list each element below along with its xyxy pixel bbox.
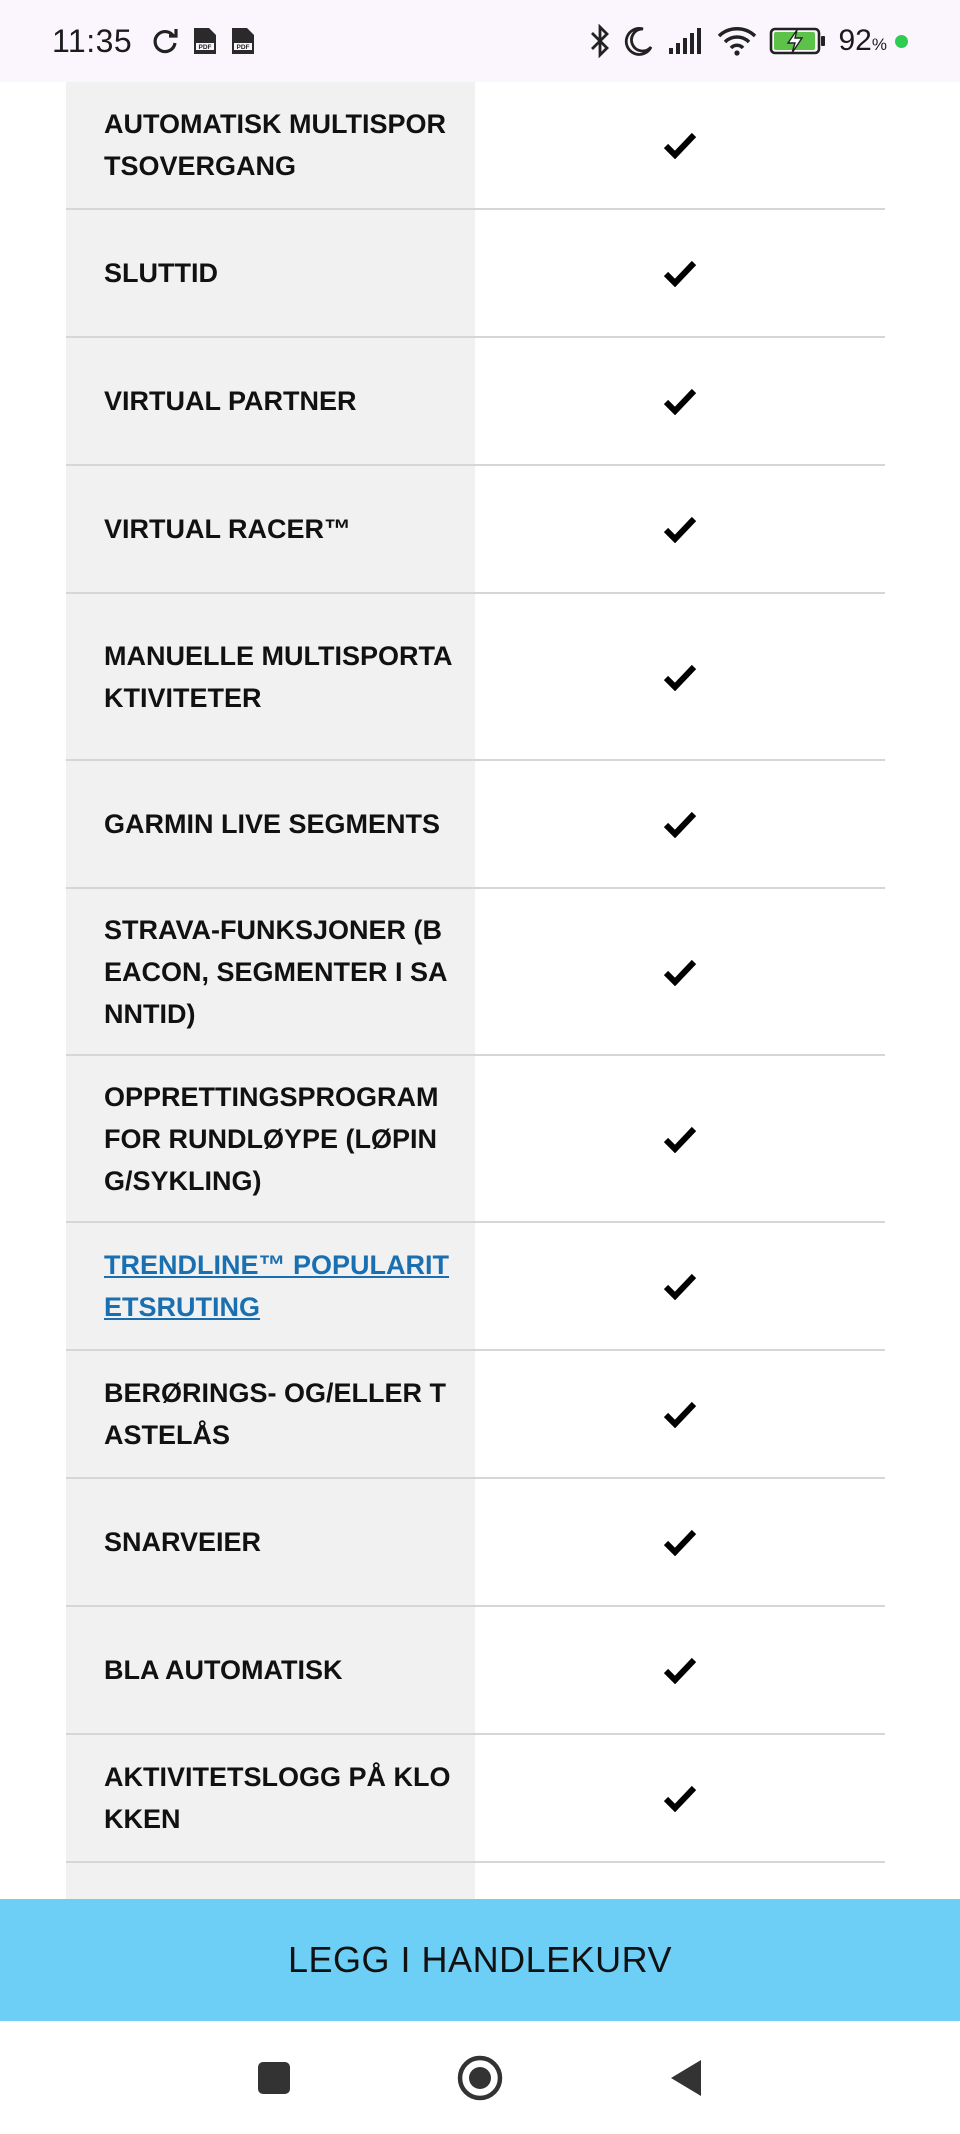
circle-icon [456,2054,504,2102]
table-row [66,889,885,1056]
trendline-link[interactable]: TRENDLINE™ POPULARITETSRUTING [104,1250,450,1322]
checkmark-icon [663,515,697,543]
bluetooth-icon [589,24,611,58]
checkmark-icon [663,1528,697,1556]
checkmark-icon [663,1784,697,1812]
table-row [66,1607,885,1735]
table-row [66,82,885,210]
feature-label: VIRTUAL PARTNER [66,338,475,464]
table-row [66,338,885,466]
check-cell [475,1735,885,1861]
svg-text:PDF: PDF [198,44,212,51]
checkmark-icon [663,1656,697,1684]
moon-icon [623,25,655,57]
feature-label: SNARVEIER [66,1479,475,1605]
navigation-bar [0,2021,960,2134]
add-to-cart-button[interactable]: LEGG I HANDLEKURV [0,1899,960,2021]
checkmark-icon [663,259,697,287]
table-row [66,1351,885,1479]
pdf-icon [230,26,256,56]
checkmark-icon [663,810,697,838]
table-row [66,466,885,594]
feature-label: BLA AUTOMATISK [66,1607,475,1733]
checkmark-icon [663,1400,697,1428]
feature-label: OPPRETTINGSPROGRAM FOR RUNDLØYPE (LØPING/SYKLING) [66,1056,475,1221]
checkmark-icon [663,1125,697,1153]
feature-label: GARMIN LIVE SEGMENTS [66,761,475,887]
check-cell [475,338,885,464]
check-cell [475,466,885,592]
feature-label: SLUTTID [66,210,475,336]
checkmark-icon [663,387,697,415]
table-row [66,1479,885,1607]
battery-percent: 92% [838,24,887,57]
clock: 11:35 [52,22,133,59]
feature-label: AKTIVITETSLOGG PÅ KLOKKEN [66,1735,475,1861]
check-cell [475,1479,885,1605]
signal-icon [667,26,705,56]
wifi-icon [717,26,757,56]
checkmark-icon [663,1272,697,1300]
check-cell [475,889,885,1054]
battery-charging-icon [769,26,827,56]
feature-label-cell [66,1223,475,1349]
table-row [66,761,885,889]
privacy-indicator-dot [895,35,908,48]
table-row [66,1056,885,1223]
pdf-icon [192,26,218,56]
check-cell [475,1223,885,1349]
recents-button[interactable] [246,2050,302,2106]
checkmark-icon [663,131,697,159]
feature-label: VIRTUAL RACER™ [66,466,475,592]
check-cell [475,82,885,208]
check-cell [475,1607,885,1733]
feature-table [66,82,885,1908]
table-row [66,210,885,338]
feature-label: BERØRINGS- OG/ELLER TASTELÅS [66,1351,475,1477]
status-bar [0,0,960,82]
check-cell [475,594,885,759]
svg-text:PDF: PDF [236,44,250,51]
checkmark-icon [663,663,697,691]
table-row [66,1223,885,1351]
feature-label: STRAVA-FUNKSJONER (BEACON, SEGMENTER I SANNTID) [66,889,475,1054]
check-cell [475,210,885,336]
check-cell [475,1056,885,1221]
feature-label: MANUELLE MULTISPORTAKTIVITETER [66,594,475,759]
home-button[interactable] [452,2050,508,2106]
check-cell [475,761,885,887]
feature-label: AUTOMATISK MULTISPORTSOVERGANG [66,82,475,208]
back-triangle-icon [668,2058,704,2098]
check-cell [475,1351,885,1477]
sync-icon [150,26,180,56]
table-row [66,1735,885,1863]
table-row [66,594,885,761]
checkmark-icon [663,958,697,986]
back-button[interactable] [658,2050,714,2106]
square-icon [256,2060,292,2096]
